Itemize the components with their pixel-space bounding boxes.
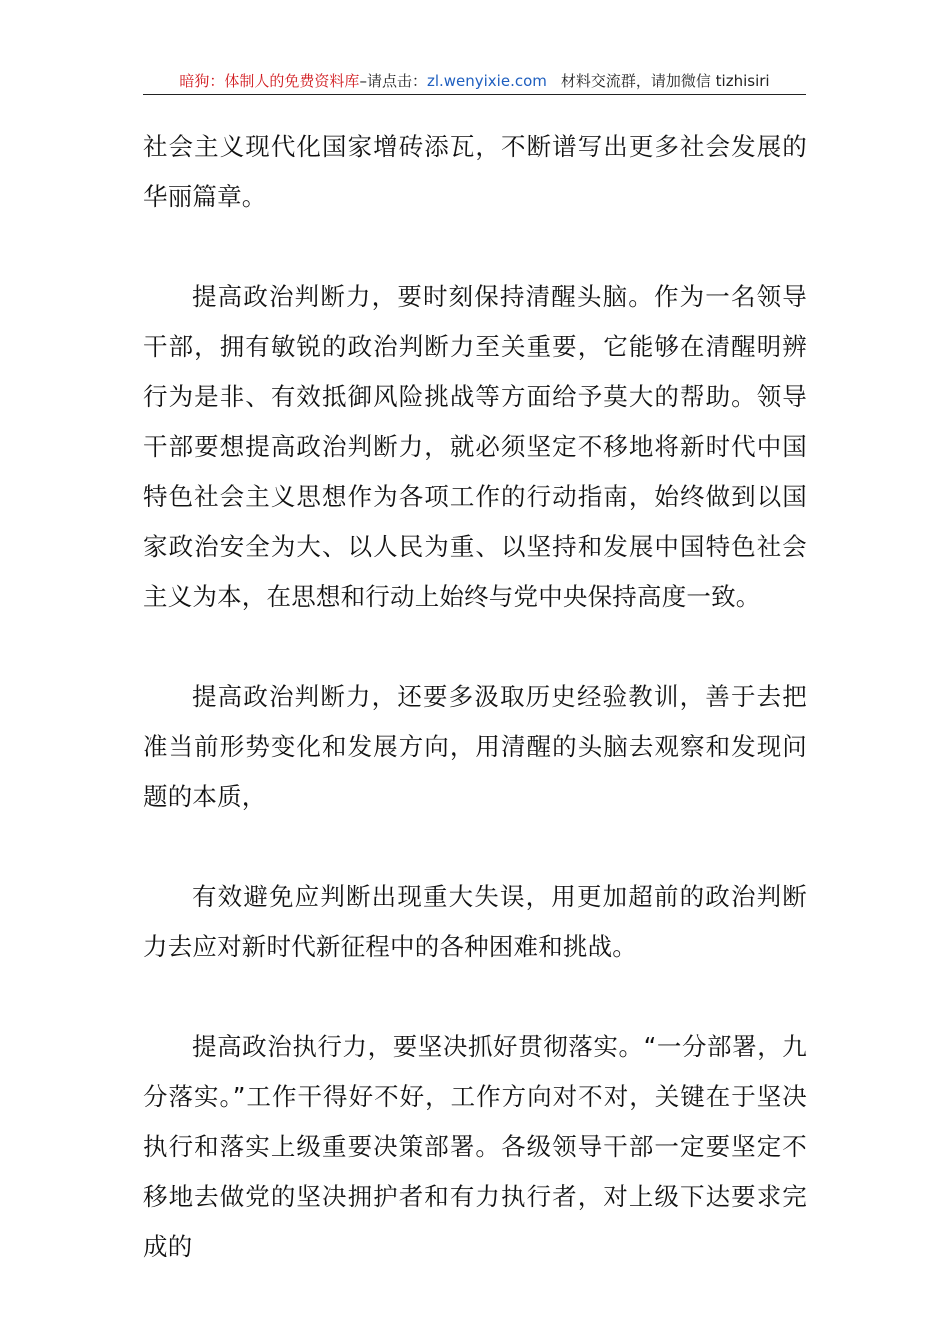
page-header: [143, 70, 806, 95]
paragraph-avoid-mistakes: 有效避免应判断出现重大失误，用更加超前的政治判断力去应对新时代新征程中的各种困难和挑战。: [143, 882, 807, 961]
paragraph-political-judgment: 提高政治判断力，要时刻保持清醒头脑。作为一名领导干部，拥有敏锐的政治判断力至关重要，它能够在清醒明辨行为是非、有效抵御风险挑战等方面给予莫大的帮助。领导干部要想提高政治判断力，就必须坚定不移地将新时代中国特色社会主义思想作为各项工作的行动指南，始终做到以国家政治安全为大、以人民为重、以坚持和发展中国特色社会主义为本，在思想和行动上始终与党中央保持高度一致。: [143, 282, 807, 611]
header-link[interactable]: zl.wenyixie.com: [426, 72, 547, 90]
header-wechat-note: 材料交流群，请加微信 tizhisiri: [560, 72, 770, 90]
header-brand: 暗狗：体制人的免费资料库: [179, 72, 360, 90]
paragraph-continuation: 社会主义现代化国家增砖添瓦，不断谱写出更多社会发展的华丽篇章。: [143, 132, 807, 211]
document-body: [143, 122, 807, 1272]
paragraph-political-execution: 提高政治执行力，要坚决抓好贯彻落实。“一分部署，九分落实。”工作干得好不好，工作方向对不对，关键在于坚决执行和落实上级重要决策部署。各级领导干部一定要坚定不移地去做党的坚决拥护者和有力执行者，对上级下达要求完成的: [143, 1032, 807, 1261]
paragraph-history-lessons: 提高政治判断力，还要多汲取历史经验教训，善于去把准当前形势变化和发展方向，用清醒的头脑去观察和发现问题的本质，: [143, 682, 807, 811]
header-prompt: –请点击：: [359, 72, 427, 90]
